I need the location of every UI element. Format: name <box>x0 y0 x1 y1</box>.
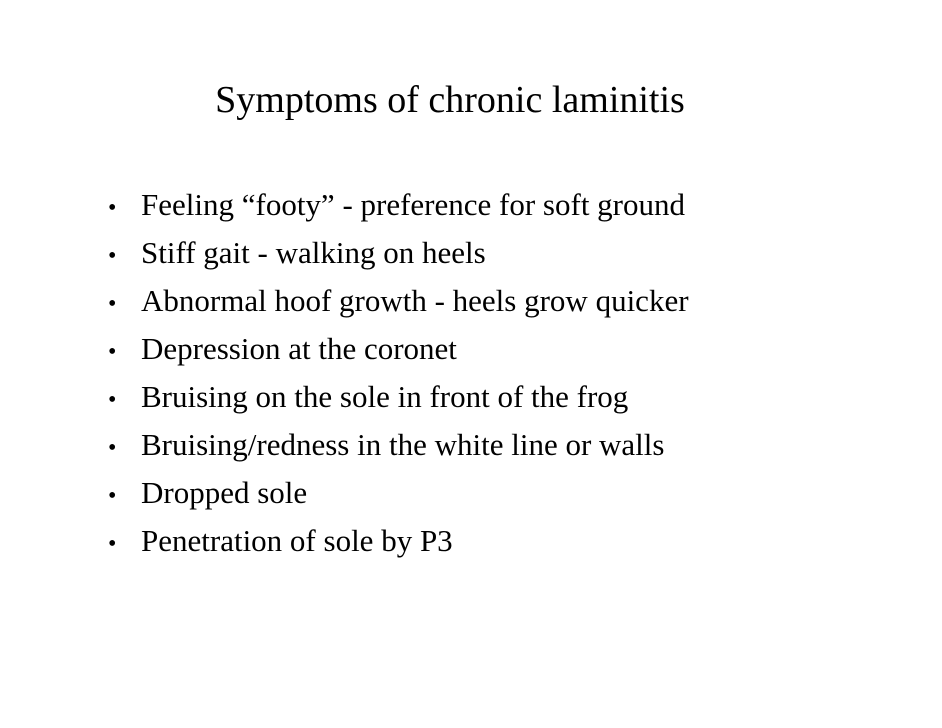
bullet-item <box>108 181 689 229</box>
bullet-text: Bruising/redness in the white line or walls <box>141 427 665 462</box>
bullet-icon: • <box>108 435 117 461</box>
bullet-item <box>108 277 689 325</box>
bullet-list <box>108 181 689 565</box>
bullet-item <box>108 421 689 469</box>
bullet-text: Dropped sole <box>141 475 308 510</box>
bullet-item <box>108 517 689 565</box>
bullet-text: Abnormal hoof growth - heels grow quicker <box>141 283 689 318</box>
bullet-text: Penetration of sole by P3 <box>141 523 453 558</box>
bullet-text: Feeling “footy” - preference for soft ground <box>141 187 685 222</box>
bullet-icon: • <box>108 531 117 557</box>
bullet-icon: • <box>108 243 117 269</box>
bullet-icon: • <box>108 339 117 365</box>
bullet-icon: • <box>108 387 117 413</box>
bullet-item <box>108 469 689 517</box>
bullet-item <box>108 229 689 277</box>
slide-title: Symptoms of chronic laminitis <box>215 79 685 121</box>
bullet-item <box>108 373 689 421</box>
bullet-text: Stiff gait - walking on heels <box>141 235 486 270</box>
bullet-icon: • <box>108 291 117 317</box>
bullet-icon: • <box>108 483 117 509</box>
bullet-item <box>108 325 689 373</box>
bullet-text: Depression at the coronet <box>141 331 457 366</box>
bullet-text: Bruising on the sole in front of the frog <box>141 379 629 414</box>
bullet-icon: • <box>108 195 117 221</box>
